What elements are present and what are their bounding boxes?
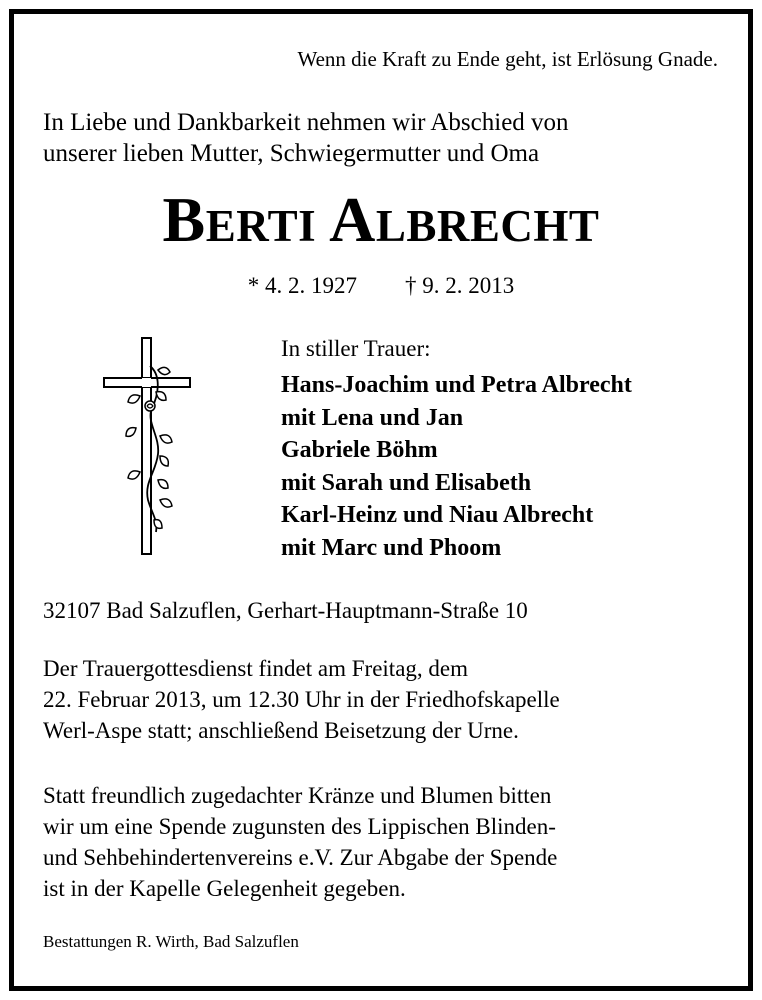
- mourner-line: mit Sarah und Elisabeth: [281, 469, 532, 496]
- intro-line: In Liebe und Dankbarkeit nehmen wir Abschied von: [43, 109, 569, 136]
- service-line: 22. Februar 2013, um 12.30 Uhr in der Friedhofskapelle: [43, 687, 560, 712]
- donation-paragraph: [43, 780, 557, 904]
- service-line: Der Trauergottesdienst findet am Freitag, dem: [43, 656, 468, 681]
- mourners-list: [281, 369, 632, 564]
- service-line: Werl-Aspe statt; anschließend Beisetzung der Urne.: [43, 718, 519, 743]
- mourner-line: Karl-Heinz und Niau Albrecht: [281, 502, 594, 528]
- donation-line: und Sehbehindertenvereins e.V. Zur Abgabe der Spende: [43, 845, 558, 870]
- intro-line: unserer lieben Mutter, Schwiegermutter und Oma: [43, 140, 540, 167]
- service-paragraph: [43, 653, 560, 746]
- mourner-line: Gabriele Böhm: [281, 437, 438, 463]
- deceased-name: Berti Albrecht: [162, 184, 600, 255]
- mourner-line: mit Lena und Jan: [281, 404, 464, 431]
- motto: Wenn die Kraft zu Ende geht, ist Erlösung Gnade.: [297, 47, 718, 71]
- donation-line: wir um eine Spende zugunsten des Lippischen Blinden-: [43, 814, 556, 839]
- family-address: 32107 Bad Salzuflen, Gerhart-Hauptmann-Straße 10: [43, 598, 528, 623]
- mourner-line: mit Marc und Phoom: [281, 534, 502, 561]
- death-date: † 9. 2. 2013: [405, 273, 515, 298]
- mourner-line: Hans-Joachim und Petra Albrecht: [281, 372, 632, 398]
- mourning-label: In stiller Trauer:: [281, 336, 431, 361]
- birth-date: * 4. 2. 1927: [247, 273, 357, 298]
- life-dates: [0, 273, 762, 299]
- intro-text: [43, 107, 569, 169]
- undertaker-credit: Bestattungen R. Wirth, Bad Salzuflen: [43, 932, 299, 951]
- donation-line: Statt freundlich zugedachter Kränze und Blumen bitten: [43, 783, 552, 808]
- donation-line: ist in der Kapelle Gelegenheit gegeben.: [43, 876, 406, 901]
- cross-with-rose-icon: [100, 336, 195, 558]
